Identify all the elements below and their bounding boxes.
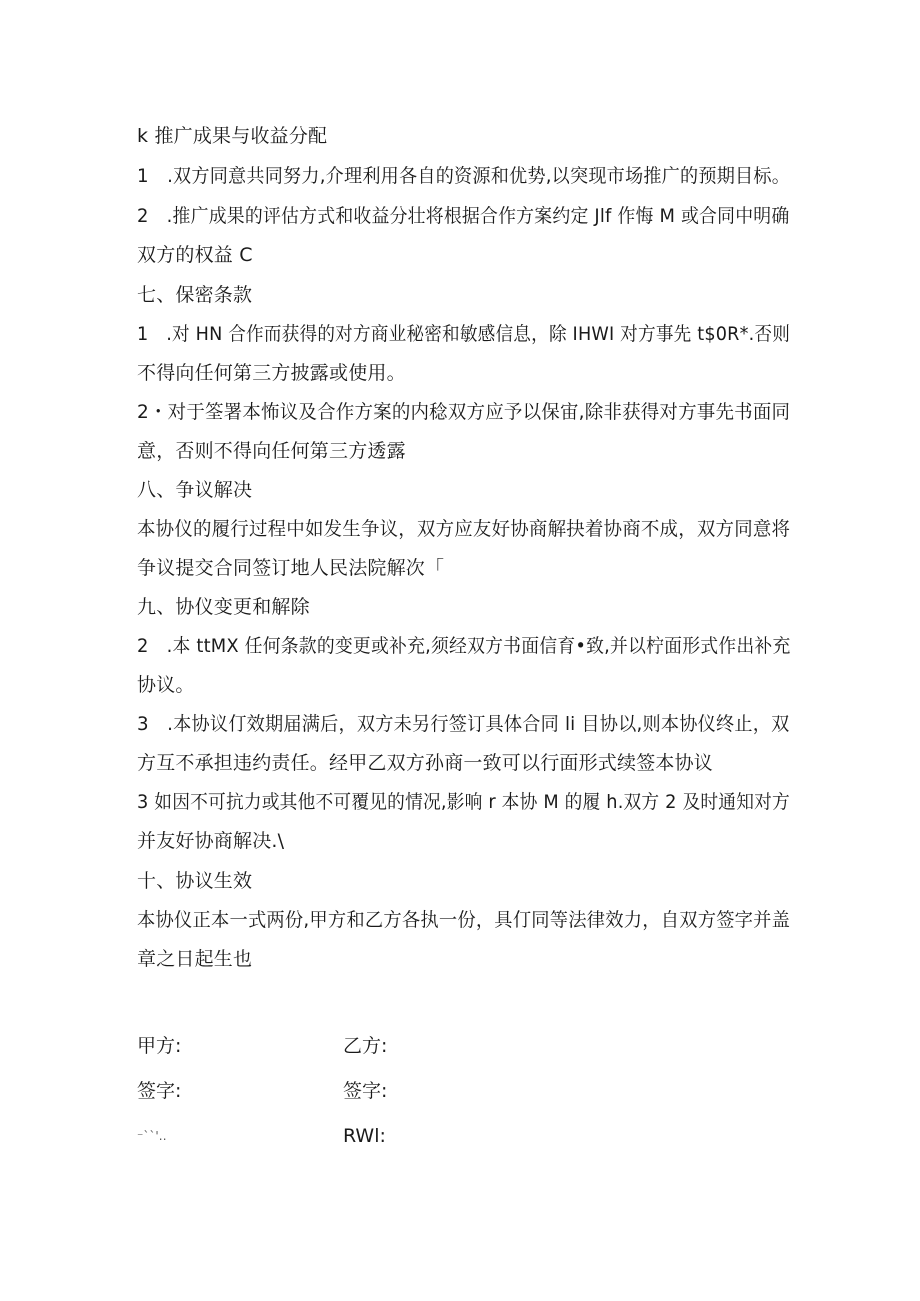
- party-a-label: 甲方:: [137, 1035, 182, 1057]
- section-9-heading: 九、协仪变更和解除: [137, 596, 310, 618]
- section-10-paragraph-line-1: 本协仪正本一式两份,甲方和乙方各执一份，具仃同等法律效力，自双方签字并盖: [137, 909, 791, 931]
- section-10-heading: 十、协议生效: [137, 870, 253, 892]
- section-6-clause-2-line-1: 2 .推广成果的评估方式和收益分壮将根据合作方案约定 Jlf 作悔 M 或合同中明确: [137, 205, 790, 227]
- section-9-clause-2-line-2: 协议。: [137, 674, 195, 696]
- party-a-signature-label: 签字:: [137, 1080, 182, 1102]
- section-6-clause-1: 1 .双方同意共同努力,介理利用各自的资源和优势,以突现市场推广的预期目标。: [137, 165, 791, 187]
- party-b-signature-label: 签字:: [343, 1080, 388, 1102]
- section-8-paragraph-line-2: 争议提交合同签订地人民法院解次「: [137, 557, 445, 579]
- section-9-clause-4-line-1: 3 如因不可抗力或其他不可覆见的情况,影响 r 本协 M 的履 h.双方 2 及时通知对方: [137, 791, 790, 813]
- section-9-clause-3-line-1: 3 .本协议仃效期届满后，双方未另行签订具体合同 li 目协以,则本协仪终止，双: [137, 713, 790, 735]
- section-9-clause-4-line-2: 并友好协商解决.\: [137, 830, 285, 852]
- section-7-clause-1-line-2: 不得向任何第三方披露或使用。: [137, 362, 406, 384]
- section-8-paragraph-line-1: 本协仪的履行过程中如发生争议，双方应友好协商解抉着协商不成，双方同意将: [137, 518, 791, 540]
- section-8-heading: 八、争议解决: [137, 479, 253, 501]
- section-6-clause-2-line-2: 双方的权益 C: [137, 244, 253, 266]
- party-b-label: 乙方:: [343, 1035, 388, 1057]
- section-7-clause-1-line-1: 1 .对 HN 合作而获得的对方商业秘密和敏感信息，除 IHWI 对方事先 t$0R*.否则: [137, 323, 791, 345]
- party-b-date-label: RWl:: [343, 1125, 386, 1147]
- section-9-clause-3-line-2: 方互不承担违约责任。经甲乙双方孙商一致可以行面形式续签本协议: [137, 752, 714, 774]
- section-10-paragraph-line-2: 章之日起生也: [137, 948, 253, 970]
- section-6-heading: k 推广成果与收益分配: [137, 125, 328, 147]
- section-9-clause-2-line-1: 2 .本 ttMX 任何条款的变更或补充,须经双方书面信育•致,并以柠面形式作出补充: [137, 635, 791, 657]
- section-7-heading: 七、保密条款: [137, 284, 253, 306]
- section-7-clause-2-line-1: 2・对于筌署本怖议及合作方案的内稔双方应予以保宙,除非获得对方事先书面同: [137, 401, 791, 423]
- section-7-clause-2-line-2: 意，否则不得向任何第三方透露: [137, 440, 406, 462]
- party-a-date-label: ⁻``'‥: [137, 1129, 167, 1143]
